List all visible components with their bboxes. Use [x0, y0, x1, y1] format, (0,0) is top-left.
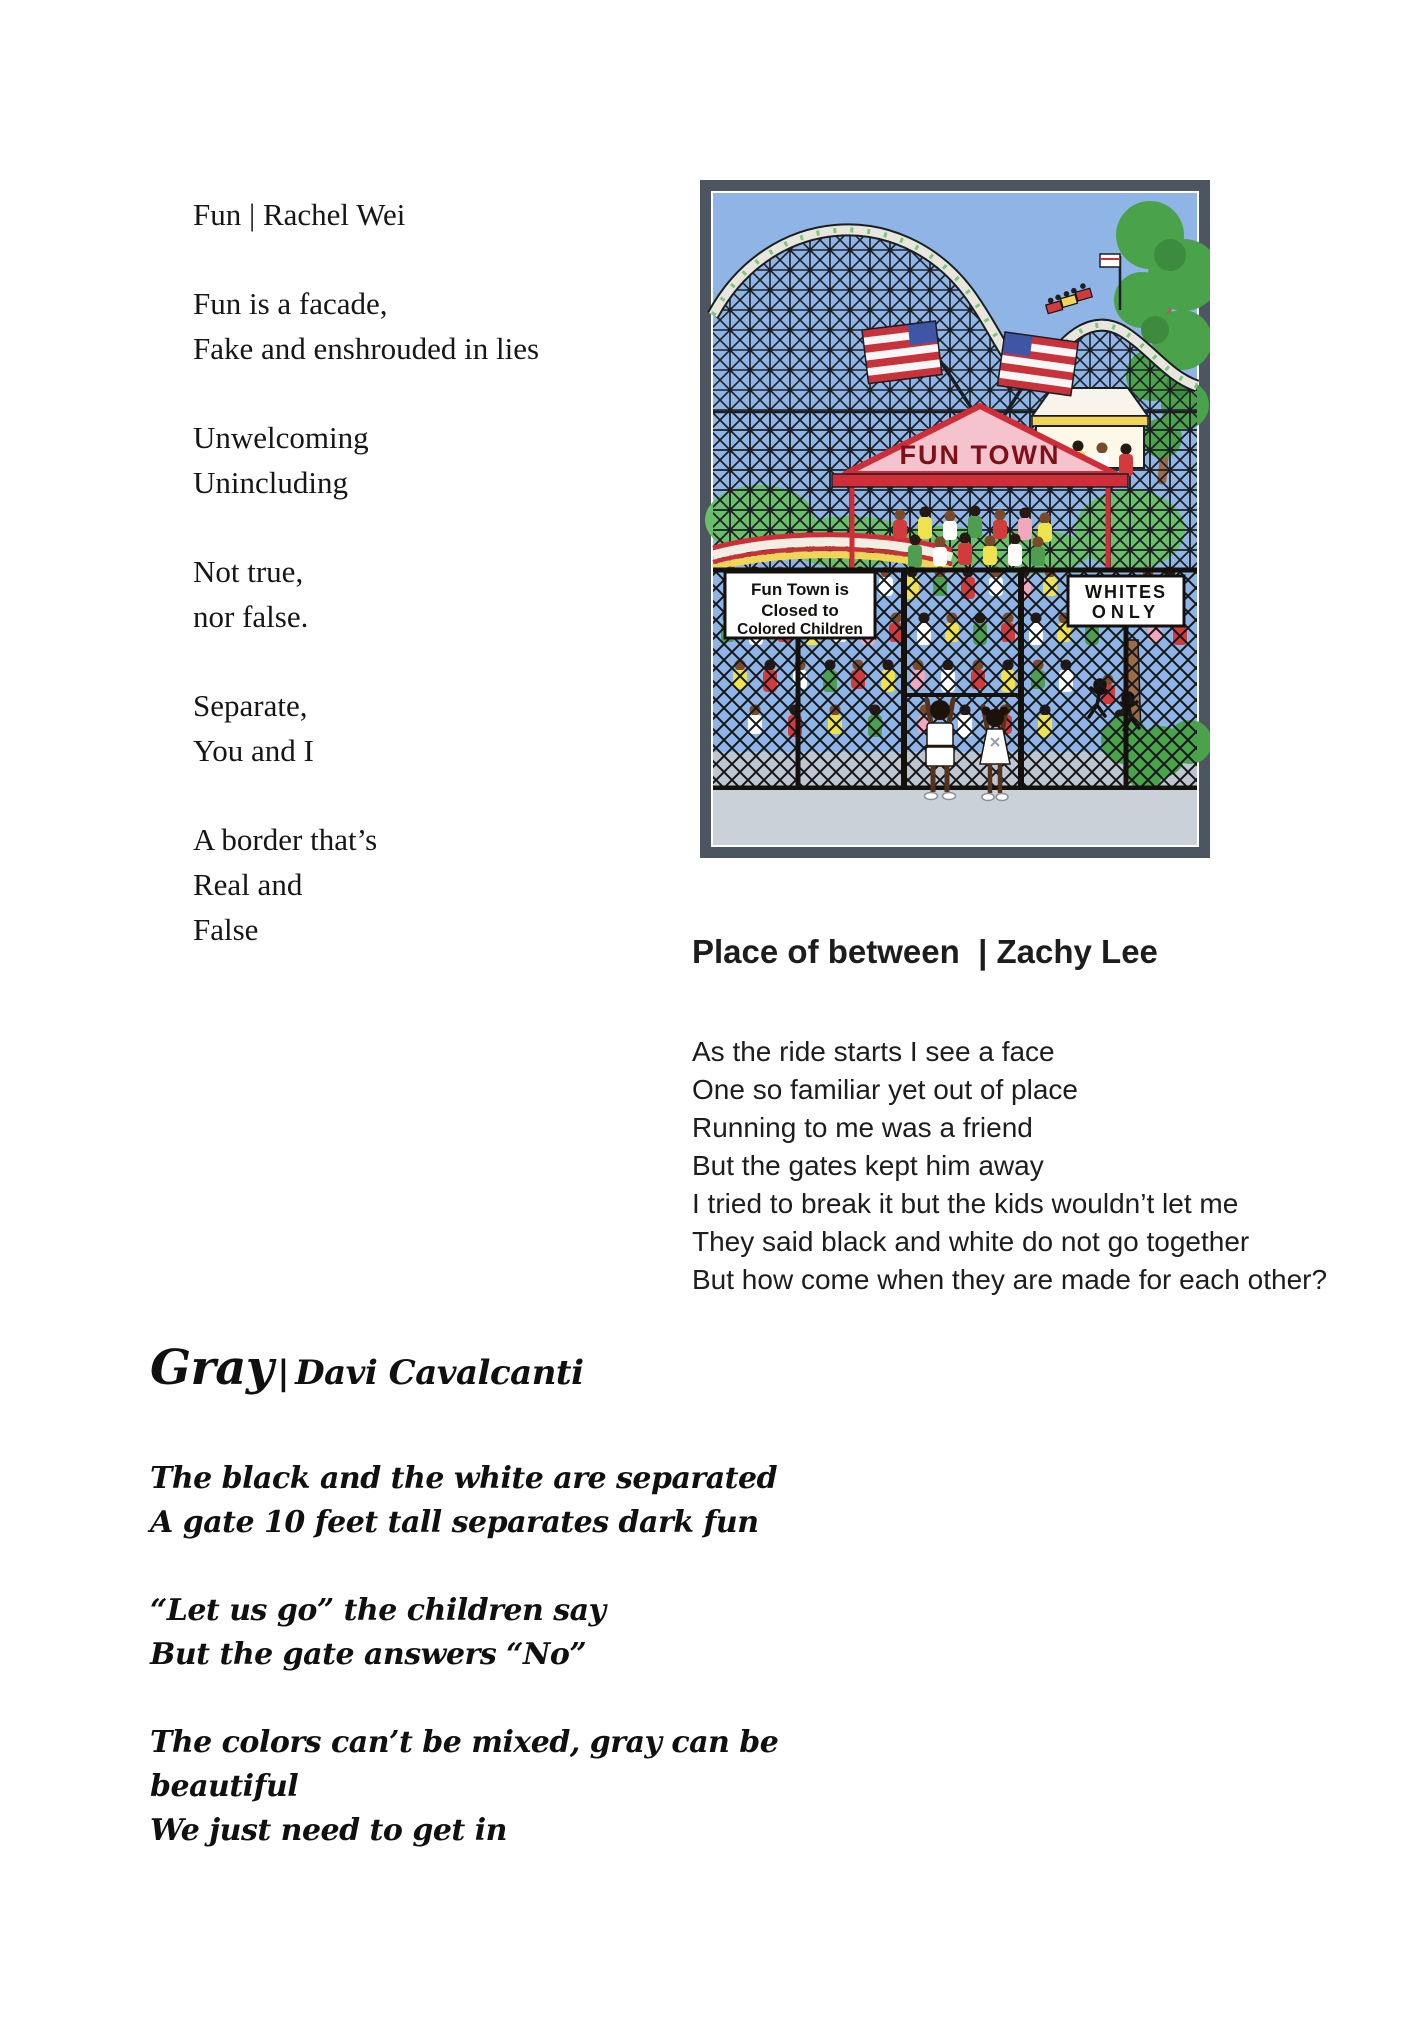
flag-left [862, 321, 942, 384]
poem-line: Real and [193, 867, 303, 902]
poem-line: The black and the white are separated [150, 1461, 778, 1496]
poem-gray-title-separator: | [277, 1353, 290, 1393]
poem-gray-title-name: Gray [150, 1340, 274, 1396]
funtown-banner-text: FUN TOWN [899, 440, 1061, 470]
poem-line: I tried to break it but the kids wouldn’t let me [692, 1188, 1239, 1219]
poem-line: “Let us go” the children say [150, 1593, 606, 1628]
poem-line: You and I [193, 733, 314, 768]
poem-gray-title-author: Davi Cavalcanti [295, 1353, 584, 1393]
funtown-illustration [700, 180, 1210, 858]
flag-right [997, 332, 1078, 396]
poem-fun-stanza [193, 683, 673, 773]
poem-line: Unwelcoming [193, 420, 369, 455]
poem-gray [150, 1340, 850, 1897]
poem-place-title: Place of between | Zachy Lee [692, 933, 1158, 971]
poem-line: Running to me was a friend [692, 1112, 1033, 1143]
poem-line: Unincluding [193, 465, 348, 500]
poem-place [692, 1033, 1392, 1299]
poem-line: Fake and enshrouded in lies [193, 331, 540, 366]
poem-fun-stanza [193, 281, 673, 371]
poem-fun-stanza [193, 415, 673, 505]
poem-line: False [193, 912, 259, 947]
sign-closed-line1: Fun Town is [751, 580, 849, 599]
poem-gray-title [150, 1340, 850, 1401]
poem-line: A gate 10 feet tall separates dark fun [150, 1505, 759, 1540]
poem-gray-stanza [150, 1721, 850, 1853]
poem-fun [193, 192, 673, 996]
funtown-art [700, 180, 1210, 858]
poem-gray-stanza [150, 1457, 850, 1545]
poem-line: But the gate answers “No” [150, 1637, 587, 1672]
poem-line: One so familiar yet out of place [692, 1074, 1078, 1105]
poem-line: The colors can’t be mixed, gray can be beautiful [150, 1725, 779, 1804]
sign-whites-line2: ONLY [1091, 602, 1161, 622]
poem-line: As the ride starts I see a face [692, 1036, 1055, 1067]
poem-line: But the gates kept him away [692, 1150, 1044, 1181]
poem-fun-stanza [193, 549, 673, 639]
poem-fun-title: Fun | Rachel Wei [193, 197, 406, 232]
poem-gray-stanza [150, 1589, 850, 1677]
poem-line: A border that’s [193, 822, 378, 857]
poem-line: Fun is a facade, [193, 286, 388, 321]
poem-line: But how come when they are made for each other? [692, 1264, 1328, 1295]
poem-line: nor false. [193, 599, 309, 634]
poem-line: We just need to get in [150, 1813, 507, 1848]
poem-line: They said black and white do not go together [692, 1226, 1250, 1257]
poem-line: Separate, [193, 688, 308, 723]
sign-closed-line2: Closed to [761, 601, 839, 620]
poem-line: Not true, [193, 554, 304, 589]
sign-closed-line3: Colored Children [737, 621, 863, 638]
poem-fun-stanza [193, 817, 673, 952]
sign-whites-line1: WHITES [1085, 582, 1167, 602]
